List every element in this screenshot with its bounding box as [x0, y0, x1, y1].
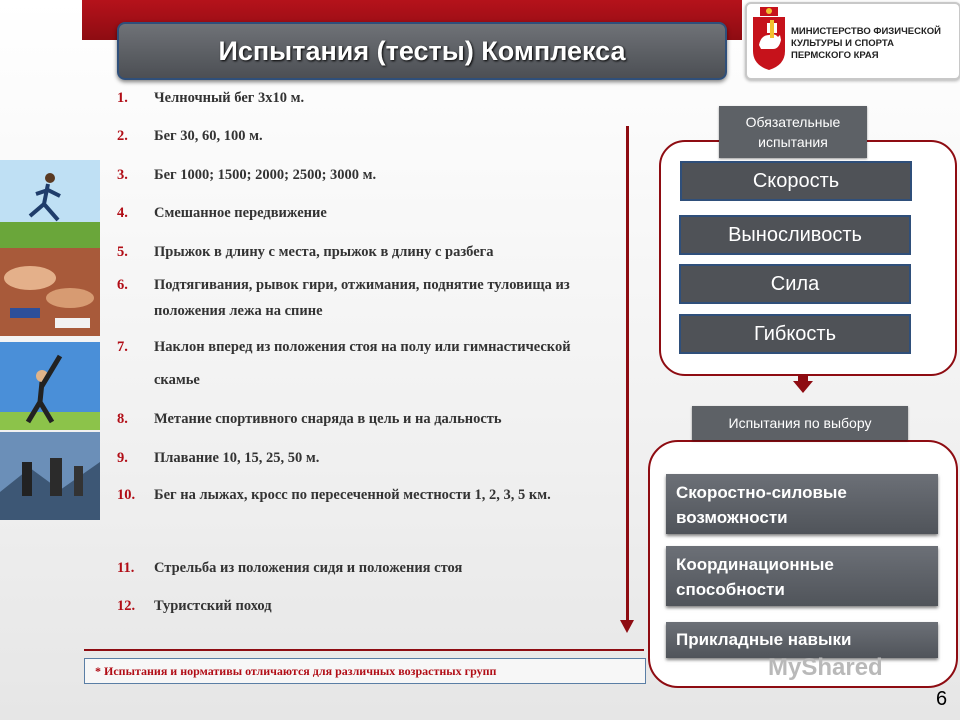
item-number: 4.	[117, 205, 128, 221]
item-number: 1.	[117, 90, 128, 106]
sprinters-photo	[0, 248, 100, 336]
timeline-arrow-icon	[620, 620, 634, 633]
ministry-name: МИНИСТЕРСТВО ФИЗИЧЕСКОЙ КУЛЬТУРЫ И СПОРТА ПЕРМСКОГО КРАЯ	[791, 26, 941, 61]
item-number: 5.	[117, 244, 128, 260]
perm-bear-crest-icon	[751, 7, 787, 71]
item-text: Туристский поход	[154, 598, 272, 614]
item-number: 10.	[117, 487, 136, 503]
divider-line	[84, 649, 644, 651]
item-number: 11.	[117, 560, 135, 576]
title-banner	[117, 22, 727, 80]
item-number: 6.	[117, 277, 128, 293]
mandatory-item-flexibility: Гибкость	[679, 314, 911, 354]
page-number: 6	[936, 688, 948, 710]
stretching-photo	[0, 342, 100, 430]
item-text: Прыжок в длину с места, прыжок в длину с разбега	[154, 244, 494, 260]
item-text: Метание спортивного снаряда в цель и на дальность	[154, 411, 502, 427]
ministry-logo-block	[745, 2, 960, 80]
item-text: Плавание 10, 15, 25, 50 м.	[154, 450, 320, 466]
mandatory-item-endurance: Выносливость	[679, 215, 911, 255]
runner-photo	[0, 160, 100, 248]
item-number: 9.	[117, 450, 128, 466]
sport-photo-strip	[0, 160, 100, 520]
item-text: Бег 30, 60, 100 м.	[154, 128, 263, 144]
item-text: Бег на лыжах, кросс по пересеченной местности 1, 2, 3, 5 км.	[154, 487, 551, 503]
item-number: 2.	[117, 128, 128, 144]
page-title: Испытания (тесты) Комплекса	[218, 35, 626, 66]
item-text: Стрельба из положения сидя и положения стоя	[154, 560, 463, 576]
timeline-line	[626, 126, 629, 626]
item-number: 3.	[117, 167, 128, 183]
mandatory-item-speed: Скорость	[680, 161, 912, 201]
item-number: 7.	[117, 339, 128, 355]
item-text: Подтягивания, рывок гири, отжимания, поднятие туловища из положения лежа на спине	[154, 277, 570, 319]
item-text: Челночный бег 3х10 м.	[154, 90, 305, 106]
footnote: * Испытания и нормативы отличаются для различных возрастных групп	[84, 658, 646, 684]
item-text: Наклон вперед из положения стоя на полу или гимнастической скамье	[154, 339, 571, 388]
watermark: MyShared	[768, 654, 883, 681]
mandatory-item-strength: Сила	[679, 264, 911, 304]
item-number: 12.	[117, 598, 136, 614]
item-number: 8.	[117, 411, 128, 427]
hikers-photo	[0, 432, 100, 520]
optional-tests-label: Испытания по выбору	[692, 406, 908, 440]
mandatory-tests-label: Обязательные испытания	[719, 106, 867, 158]
down-arrow-icon	[793, 381, 813, 393]
item-text: Смешанное передвижение	[154, 205, 327, 221]
optional-item-applied-skills: Прикладные навыки	[666, 622, 938, 658]
item-text: Бег 1000; 1500; 2000; 2500; 3000 м.	[154, 167, 377, 183]
optional-item-coordination: Координационные способности	[666, 546, 938, 606]
optional-item-speed-strength: Скоростно-силовые возможности	[666, 474, 938, 534]
